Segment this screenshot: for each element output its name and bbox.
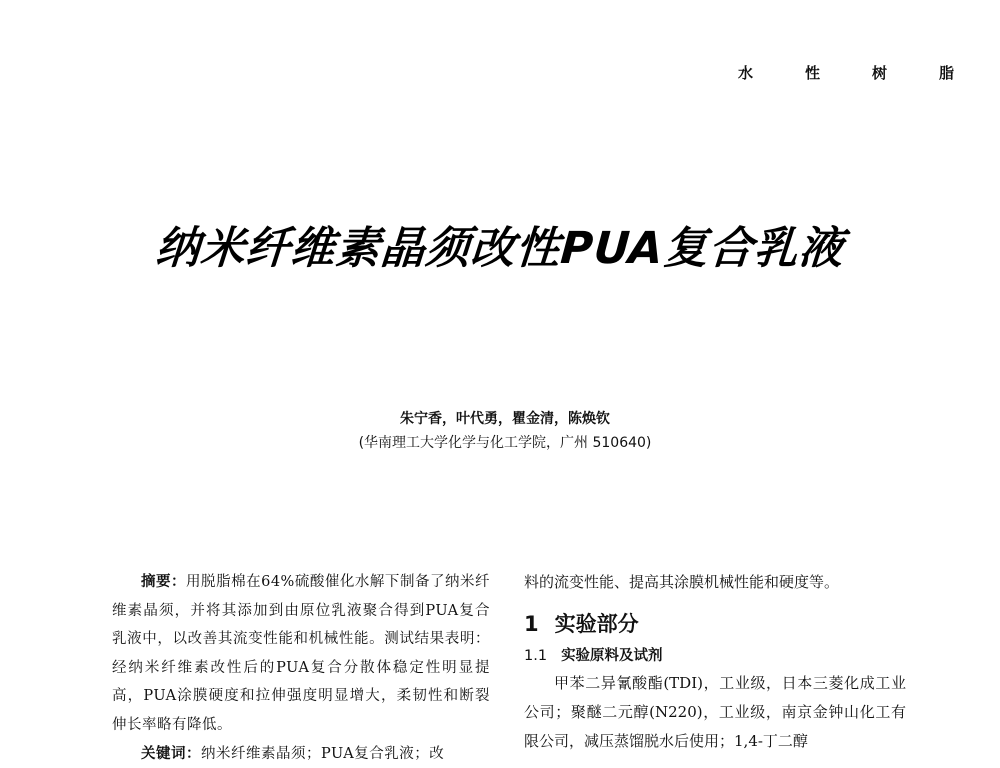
abstract-label: 摘要： [141, 574, 187, 590]
header-char-3: 树 [871, 64, 887, 82]
header-char-4: 脂 [938, 64, 954, 82]
left-column [112, 568, 490, 768]
subsection-title: 实验原料及试剂 [561, 648, 663, 664]
right-column [524, 568, 906, 756]
header-char-2: 性 [804, 64, 820, 82]
continued-text: 料的流变性能、提高其涂膜机械性能和硬度等。 [524, 573, 840, 591]
author-list: 朱宁香，叶代勇，瞿金清，陈焕钦 [400, 411, 610, 427]
materials-paragraph: 甲苯二异氰酸酯(TDI)，工业级，日本三菱化成工业公司；聚醚二元醇(N220)，工业级，南京金钟山化工有限公司，减压蒸馏脱水后使用；1,4-丁二醇 [524, 674, 906, 750]
subsection-number: 1.1 [524, 648, 548, 664]
section-number: 1 [524, 612, 539, 636]
abstract-text: 用脱脂棉在64%硫酸催化水解下制备了纳米纤维素晶须，并将其添加到由原位乳液聚合得到PUA复合乳液中，以改善其流变性能和机械性能。测试结果表明：经纳米纤维素改性后的PUA复合分散体稳定性明显提高，PUA涂膜硬度和拉伸强度明显增大，柔韧性和断裂伸长率略有降低。 [112, 574, 491, 733]
section-heading [524, 609, 906, 639]
keywords-text: 纳米纤维素晶须；PUA复合乳液；改 [201, 745, 445, 762]
abstract [112, 568, 490, 740]
keywords [112, 740, 490, 768]
keywords-label: 关键词： [141, 745, 201, 762]
section-title: 实验部分 [554, 612, 639, 636]
paper-title: 纳米纤维素晶须改性PUA复合乳液 [153, 223, 846, 274]
subsection-heading [524, 643, 906, 669]
affiliation: (华南理工大学化学与化工学院，广州 510640) [358, 435, 652, 451]
header-char-1: 水 [738, 64, 754, 82]
journal-section-header [738, 62, 954, 83]
